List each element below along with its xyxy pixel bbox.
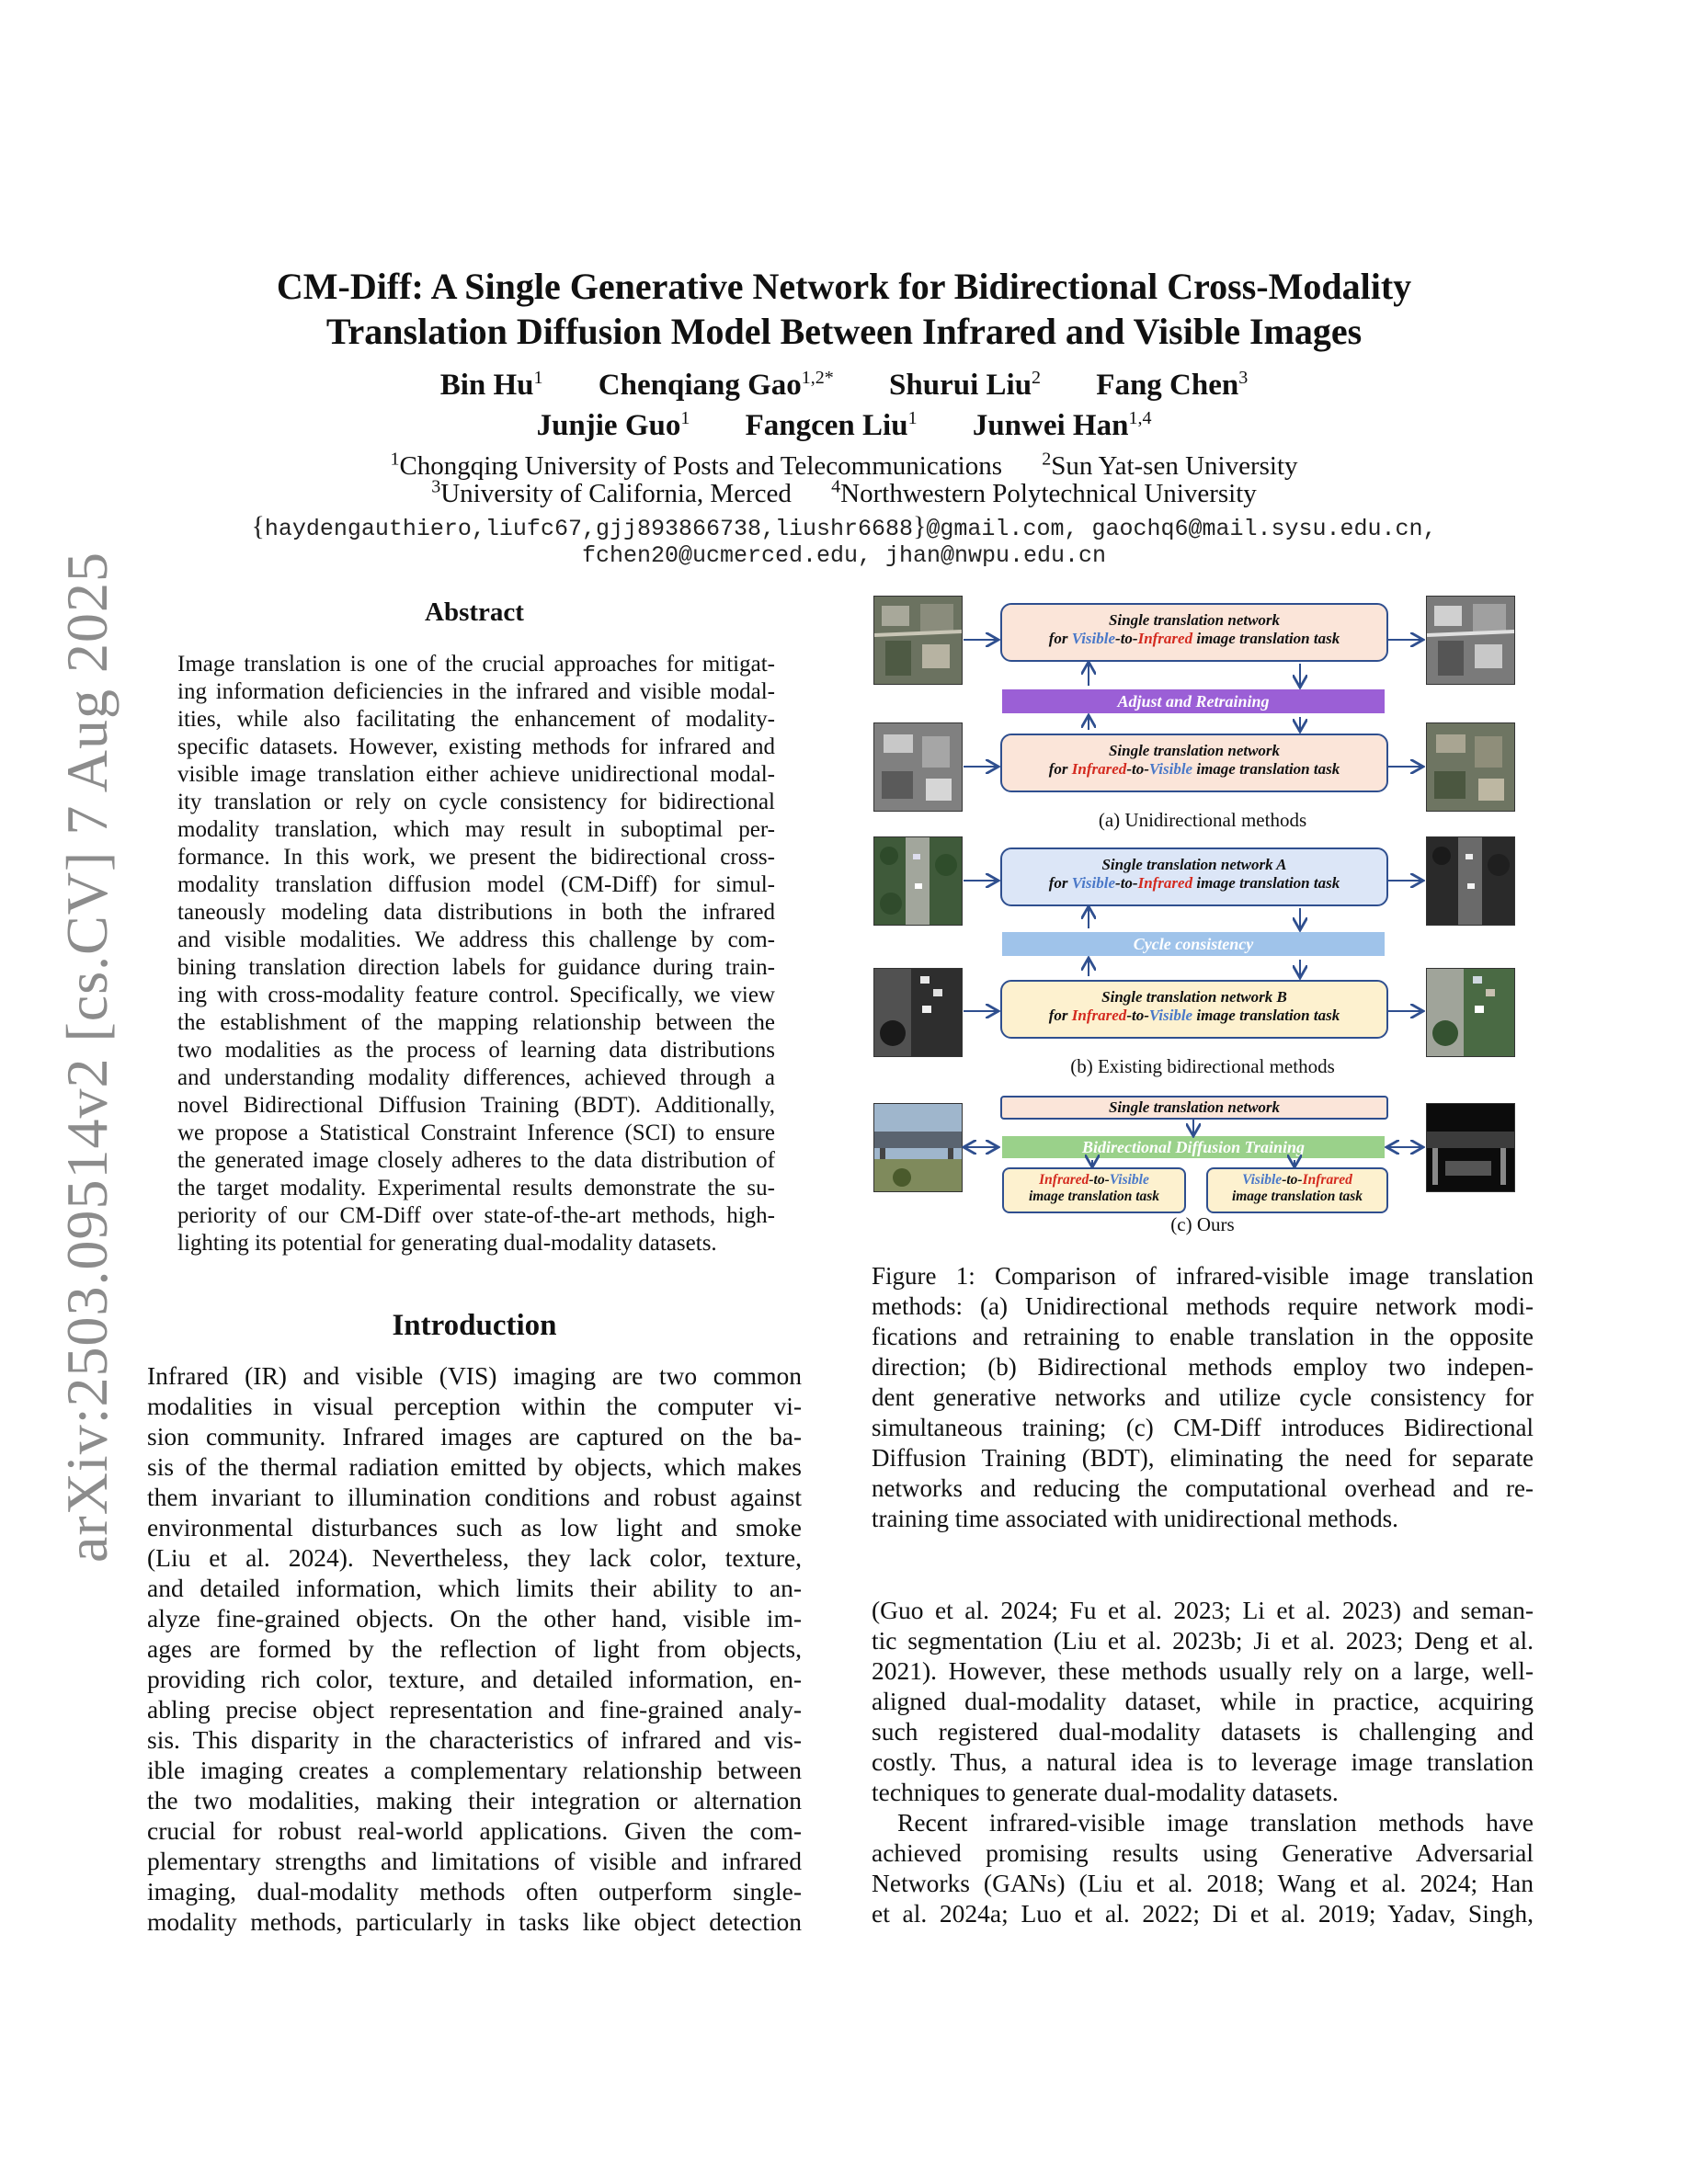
figure-1-caption	[872, 1261, 1534, 1534]
text-line: taneously modeling data distributions in both the infrared	[177, 900, 775, 925]
text-line: modalities in visual perception within the computer vi-	[147, 1392, 802, 1420]
text-line: ing information deficiencies in the infrared and visible modal-	[177, 679, 775, 704]
bar-adjust-retraining: Adjust and Retraining	[1002, 689, 1385, 713]
author: Bin Hu$^1$	[439, 368, 543, 402]
bar-cycle-consistency: Cycle consistency	[1002, 932, 1385, 956]
text-line: abling precise object representation and fine-grained analy-	[147, 1695, 802, 1723]
author: Junwei Han$^{1,4}$	[972, 408, 1152, 442]
author: Fangcen Liu$^1$	[745, 408, 918, 442]
text-line: crucial for robust real-world applications. Given the com-	[147, 1816, 802, 1845]
box-c-vis-to-ir: Visible-to-Infrared image translation task	[1206, 1167, 1388, 1213]
text-line: periority of our CM-Diff over state-of-the-art methods, high-	[177, 1203, 775, 1228]
text-line: Image translation is one of the crucial approaches for mitigat-	[177, 652, 775, 677]
text-line: plementary strengths and limitations of visible and infrared	[147, 1847, 802, 1875]
text-line: modality translation, which may result in suboptimal per-	[177, 817, 775, 842]
text-line: techniques to generate dual-modality datasets.	[872, 1778, 1339, 1806]
arxiv-stamp: arXiv:2503.09514v2 [cs.CV] 7 Aug 2025	[54, 551, 120, 1563]
affiliations-row-1: $^1$Chongqing University of Posts and Telecommunications $^2$Sun Yat-sen University	[390, 449, 1298, 481]
abstract-heading: Abstract	[425, 597, 524, 627]
figure-1	[872, 596, 1534, 1239]
introduction-body	[147, 1360, 802, 1937]
text-line: novel Bidirectional Diffusion Training (BDT). Additionally,	[177, 1093, 775, 1118]
text-line: imaging, dual-modality methods often outperform single-	[147, 1877, 802, 1905]
author: Junjie Guo$^1$	[536, 408, 690, 442]
text-line: specific datasets. However, existing methods for infrared and	[177, 734, 775, 759]
text-line: and detailed information, which limits their ability to an-	[147, 1574, 802, 1602]
author: Chenqiang Gao$^{1,2*}$	[598, 368, 834, 402]
caption-c: (c) Ours	[1170, 1213, 1235, 1235]
text-line: ity translation or rely on cycle consistency for bidirectional	[177, 790, 775, 814]
box-a-vis-to-ir: Single translation network for Visible-to-Infrared image translation task	[1000, 603, 1388, 662]
text-line: ing with cross-modality feature control. Specifically, we view	[177, 983, 775, 1007]
text-line: direction; (b) Bidirectional methods employ two indepen-	[872, 1353, 1534, 1381]
email-line-1: {haydengauthiero,liufc67,gjj893866738,liushr6688}@gmail.com, gaochq6@mail.sysu.edu.cn,	[251, 511, 1437, 542]
text-line: the target modality. Experimental results demonstrate the su-	[177, 1176, 775, 1200]
text-line: Infrared (IR) and visible (VIS) imaging are two common	[147, 1361, 802, 1390]
box-b-network-b: Single translation network B for Infrared-to-Visible image translation task	[1000, 980, 1388, 1039]
text-line: alyze fine-grained objects. On the other hand, visible im-	[147, 1604, 802, 1632]
authors-row-1	[0, 368, 1688, 403]
caption-a: (a) Unidirectional methods	[1098, 809, 1307, 831]
text-line: we propose a Statistical Constraint Inference (SCI) to ensure	[177, 1120, 775, 1145]
introduction-heading: Introduction	[392, 1309, 557, 1342]
text-line: Figure 1: Comparison of infrared-visible image translation	[872, 1262, 1534, 1290]
bar-bidirectional-diffusion-training: Bidirectional Diffusion Training	[1002, 1136, 1385, 1158]
paper-title-line-2: Translation Diffusion Model Between Infrared and Visible Images	[325, 311, 1363, 352]
text-line: training time associated with unidirectional methods.	[872, 1505, 1398, 1532]
text-line: the establishment of the mapping relationship between the	[177, 1010, 775, 1035]
text-line: the generated image closely adheres to the data distribution of	[177, 1148, 775, 1173]
text-line: ages are formed by the reflection of light from objects,	[147, 1634, 802, 1663]
text-line: the two modalities, making their integration or alternation	[147, 1786, 802, 1814]
box-b-network-a: Single translation network A for Visible-to-Infrared image translation task	[1000, 847, 1388, 906]
text-line: methods: (a) Unidirectional methods require network modi-	[872, 1292, 1534, 1320]
text-line: dent generative networks and utilize cycle consistency for	[872, 1383, 1534, 1411]
text-line: fications and retraining to enable translation in the opposite	[872, 1323, 1534, 1350]
text-line: Recent infrared-visible image translation methods have	[897, 1808, 1534, 1837]
text-line: tic segmentation (Liu et al. 2023b; Ji et al. 2023; Deng et al.	[872, 1626, 1534, 1655]
text-line: such registered dual-modality datasets is challenging and	[872, 1717, 1534, 1746]
text-line: networks and reducing the computational overhead and re-	[872, 1474, 1534, 1502]
text-line: aligned dual-modality dataset, while in practice, acquiring	[872, 1687, 1534, 1715]
author: Shurui Liu$^2$	[889, 368, 1042, 402]
text-line: and visible modalities. We address this challenge by com-	[177, 927, 775, 952]
caption-b: (b) Existing bidirectional methods	[1070, 1055, 1335, 1077]
box-c-single-network: Single translation network	[1000, 1096, 1388, 1120]
authors-row-2	[0, 408, 1688, 443]
text-line: et al. 2024a; Luo et al. 2022; Di et al. 2019; Yadav, Singh,	[872, 1899, 1534, 1928]
author: Fang Chen$^3$	[1096, 368, 1249, 402]
text-line: and understanding modality differences, achieved through a	[177, 1065, 775, 1090]
text-line: lighting its potential for generating dual-modality datasets.	[177, 1231, 717, 1256]
text-line: modality translation diffusion model (CM-Diff) for simul-	[177, 872, 775, 897]
text-line: providing rich color, texture, and detailed information, en-	[147, 1665, 802, 1693]
text-line: Networks (GANs) (Liu et al. 2018; Wang et al. 2024; Han	[872, 1869, 1534, 1897]
text-line: ible imaging creates a complementary relationship between	[147, 1756, 802, 1784]
text-line: Diffusion Training (BDT), eliminating the need for separate	[872, 1444, 1534, 1472]
text-line: two modalities as the process of learning data distributions	[177, 1038, 775, 1063]
abstract-body	[177, 651, 775, 1257]
text-line: sis of the thermal radiation emitted by objects, which makes	[147, 1452, 802, 1481]
text-line: (Guo et al. 2024; Fu et al. 2023; Li et al. 2023) and seman-	[872, 1596, 1534, 1624]
affiliations-row-2: $^3$University of California, Merced $^4$Northwestern Polytechnical University	[431, 476, 1257, 508]
text-line: sion community. Infrared images are captured on the ba-	[147, 1422, 802, 1450]
text-line: simultaneous training; (c) CM-Diff introduces Bidirectional	[872, 1414, 1534, 1441]
right-column-paragraph-1	[872, 1595, 1534, 1807]
email-line-2: fchen20@ucmerced.edu, jhan@nwpu.edu.cn	[581, 542, 1107, 569]
text-line: ities, while also facilitating the enhancement of modality-	[177, 707, 775, 732]
text-line: them invariant to illumination conditions and robust against	[147, 1483, 802, 1511]
box-c-ir-to-vis: Infrared-to-Visible image translation task	[1002, 1167, 1186, 1213]
text-line: modality methods, particularly in tasks like object detection	[147, 1907, 802, 1936]
text-line: achieved promising results using Generative Adversarial	[872, 1838, 1534, 1867]
text-line: costly. Thus, a natural idea is to leverage image translation	[872, 1747, 1534, 1776]
right-column-paragraph-2	[872, 1807, 1534, 1928]
text-line: bining translation direction labels for guidance during train-	[177, 955, 775, 980]
text-line: formance. In this work, we present the bidirectional cross-	[177, 845, 775, 870]
box-a-ir-to-vis: Single translation network for Infrared-to-Visible image translation task	[1000, 734, 1388, 792]
text-line: environmental disturbances such as low light and smoke	[147, 1513, 802, 1541]
text-line: (Liu et al. 2024). Nevertheless, they lack color, texture,	[147, 1543, 802, 1572]
figure-arrows	[872, 596, 1534, 1239]
text-line: visible image translation either achieve unidirectional modal-	[177, 762, 775, 787]
paper-title-line-1: CM-Diff: A Single Generative Network for Bidirectional Cross-Modality	[276, 266, 1412, 307]
text-line: sis. This disparity in the characteristics of infrared and vis-	[147, 1725, 802, 1754]
text-line: 2021). However, these methods usually rely on a large, well-	[872, 1656, 1534, 1685]
